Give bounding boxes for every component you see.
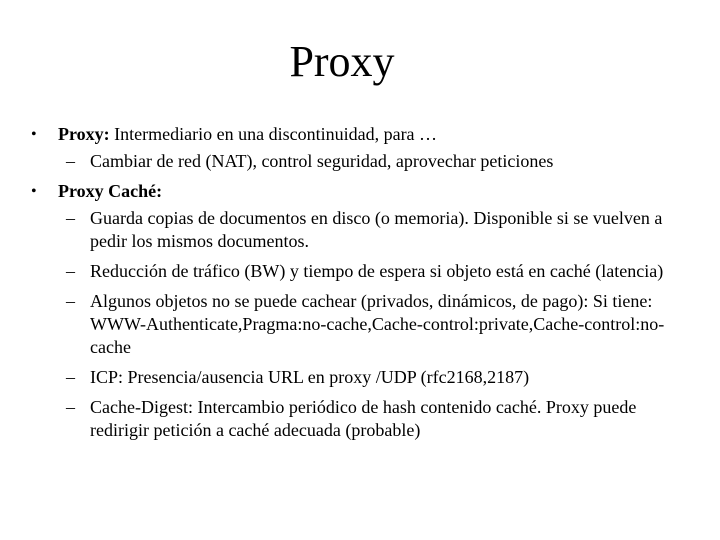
subitems-proxy: [31, 150, 691, 173]
subitem-text: Cache-Digest: Intercambio periódico de hash contenido caché. Proxy puede redirigir petición a caché adecuada (probable): [90, 397, 637, 440]
subitem-text: ICP: Presencia/ausencia URL en proxy /UDP (rfc2168,2187): [90, 367, 530, 387]
subitem: [66, 290, 691, 359]
subitem-text: Algunos objetos no se puede cachear (privados, dinámicos, de pago): Si tiene: WWW-Authenticate,Pragma:no-cache,Cache-control:private,Cache-control:no-cache: [90, 291, 665, 357]
dash-marker: –: [66, 291, 75, 311]
dash-marker: –: [66, 208, 75, 228]
bullet-text: Intermediario en una discontinuidad, para …: [109, 124, 438, 144]
subitem-text: Cambiar de red (NAT), control seguridad, aprovechar peticiones: [90, 151, 554, 171]
dash-marker: –: [66, 151, 75, 171]
subitem: [66, 396, 691, 442]
bullet-marker: •: [31, 183, 37, 200]
subitems-proxy-cache: [31, 207, 691, 442]
slide-body: [31, 123, 691, 449]
bullet-label: Proxy:: [58, 124, 110, 144]
dash-marker: –: [66, 261, 75, 281]
bullet-content: [58, 180, 691, 203]
dash-marker: –: [66, 367, 75, 387]
subitem: [66, 260, 691, 283]
slide-title: Proxy: [289, 37, 395, 86]
bullet-proxy: [31, 123, 691, 146]
bullet-content: [58, 123, 691, 146]
bullet-proxy-cache: [31, 180, 691, 203]
bullet-label: Proxy Caché:: [58, 181, 163, 201]
subitem-text: Reducción de tráfico (BW) y tiempo de espera si objeto está en caché (latencia): [90, 261, 664, 281]
subitem: [66, 366, 691, 389]
dash-marker: –: [66, 397, 75, 417]
subitem-text: Guarda copias de documentos en disco (o memoria). Disponible si se vuelven a pedir los mismos documentos.: [90, 208, 663, 251]
subitem: [66, 207, 691, 253]
bullet-marker: •: [31, 126, 37, 143]
subitem: [66, 150, 691, 173]
